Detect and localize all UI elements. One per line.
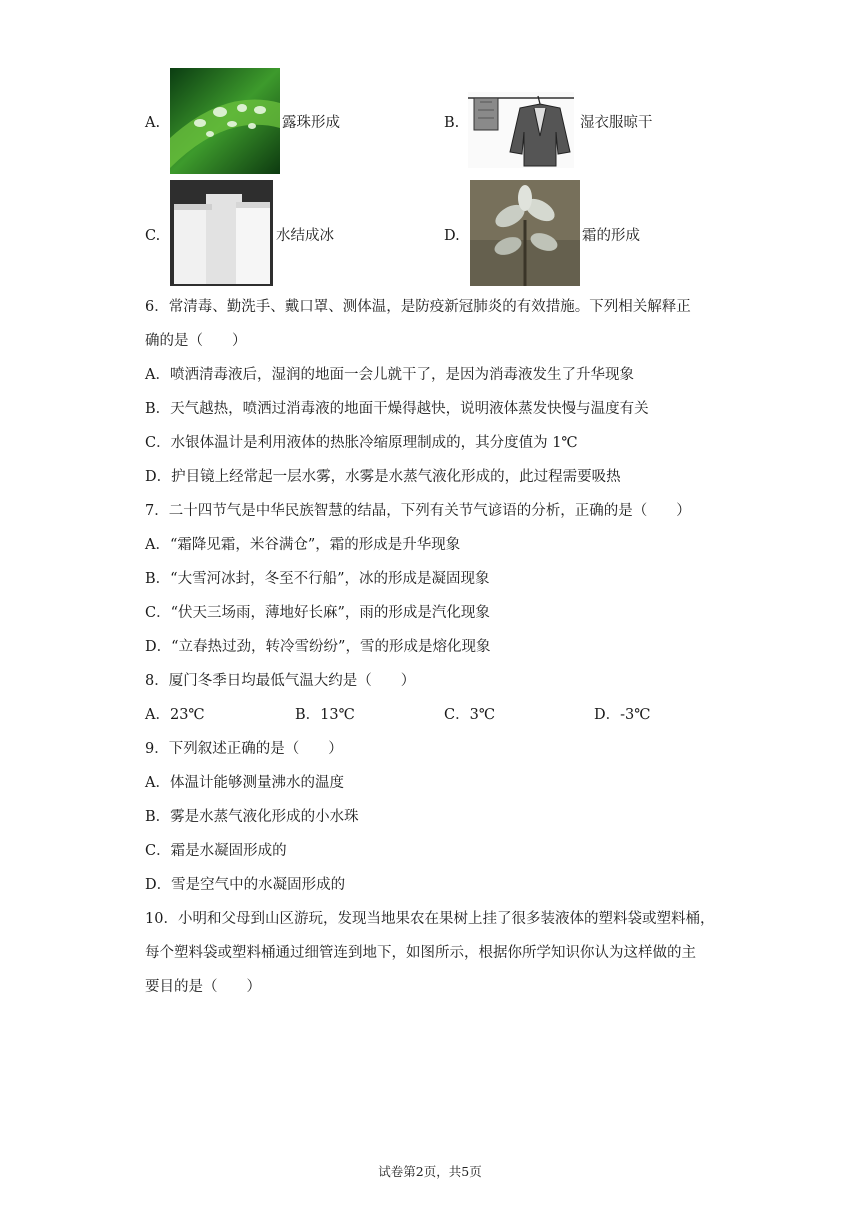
q6-option-c: C．水银体温计是利用液体的热胀冷缩原理制成的，其分度值为 1℃ (145, 435, 578, 451)
q7-option-a: A．“霜降见霜，米谷满仓”，霜的形成是升华现象 (145, 537, 461, 553)
option-c-letter: C. (145, 228, 161, 244)
q7-option-d: D．“立春热过劲，转冷雪纷纷”，雪的形成是熔化现象 (145, 639, 491, 655)
option-a-letter: A. (145, 115, 161, 131)
page-footer: 试卷第2页，共5页 (378, 1164, 482, 1179)
option-b-letter: B. (444, 115, 460, 131)
q6-option-d: D．护目镜上经常起一层水雾，水雾是水蒸气液化形成的，此过程需要吸热 (145, 469, 621, 485)
q10-line3: 要目的是（ ） (145, 979, 261, 995)
option-d-letter: D. (444, 228, 460, 244)
q8-option-c: C．3℃ (444, 707, 496, 723)
frost-plant-image (470, 180, 580, 286)
q6-stem-line2: 确的是（ ） (145, 333, 247, 349)
q9-stem: 9．下列叙述正确的是（ ） (145, 741, 343, 757)
q10-line1: 10．小明和父母到山区游玩，发现当地果农在果树上挂了很多装液体的塑料袋或塑料桶， (145, 911, 715, 927)
option-a-text: 露珠形成 (282, 115, 340, 131)
q6-stem-line1: 6．常清毒、勤洗手、戴口罩、测体温，是防疫新冠肺炎的有效措施。下列相关解释正 (145, 299, 691, 315)
q7-option-b: B．“大雪河冰封，冬至不行船”，冰的形成是凝固现象 (145, 571, 490, 587)
q8-option-b: B．13℃ (295, 707, 355, 723)
q8-option-d: D．-3℃ (594, 707, 651, 723)
q8-option-a: A．23℃ (145, 707, 205, 723)
q9-option-d: D．雪是空气中的水凝固形成的 (145, 877, 346, 893)
q10-line2: 每个塑料袋或塑料桶通过细管连到地下，如图所示，根据你所学知识你认为这样做的主 (145, 945, 696, 961)
option-c-text: 水结成冰 (276, 228, 334, 244)
q6-option-b: B．天气越热，喷洒过消毒液的地面干燥得越快，说明液体蒸发快慢与温度有关 (145, 401, 649, 417)
wet-clothes-image (468, 92, 574, 168)
option-b-text: 湿衣服晾干 (580, 115, 653, 131)
q9-option-c: C．霜是水凝固形成的 (145, 843, 287, 859)
q7-option-c: C．“伏天三场雨，薄地好长麻”，雨的形成是汽化现象 (145, 605, 490, 621)
q8-stem: 8．厦门冬季日均最低气温大约是（ ） (145, 673, 416, 689)
ice-blocks-image (170, 180, 273, 286)
q7-stem: 7．二十四节气是中华民族智慧的结晶，下列有关节气谚语的分析，正确的是（ ） (145, 503, 691, 519)
q9-option-b: B．雾是水蒸气液化形成的小水珠 (145, 809, 359, 825)
q9-option-a: A．体温计能够测量沸水的温度 (145, 775, 344, 791)
q6-option-a: A．喷洒清毒液后，湿润的地面一会儿就干了，是因为消毒液发生了升华现象 (145, 367, 634, 383)
dew-leaf-image (170, 68, 280, 174)
option-d-text: 霜的形成 (582, 228, 640, 244)
